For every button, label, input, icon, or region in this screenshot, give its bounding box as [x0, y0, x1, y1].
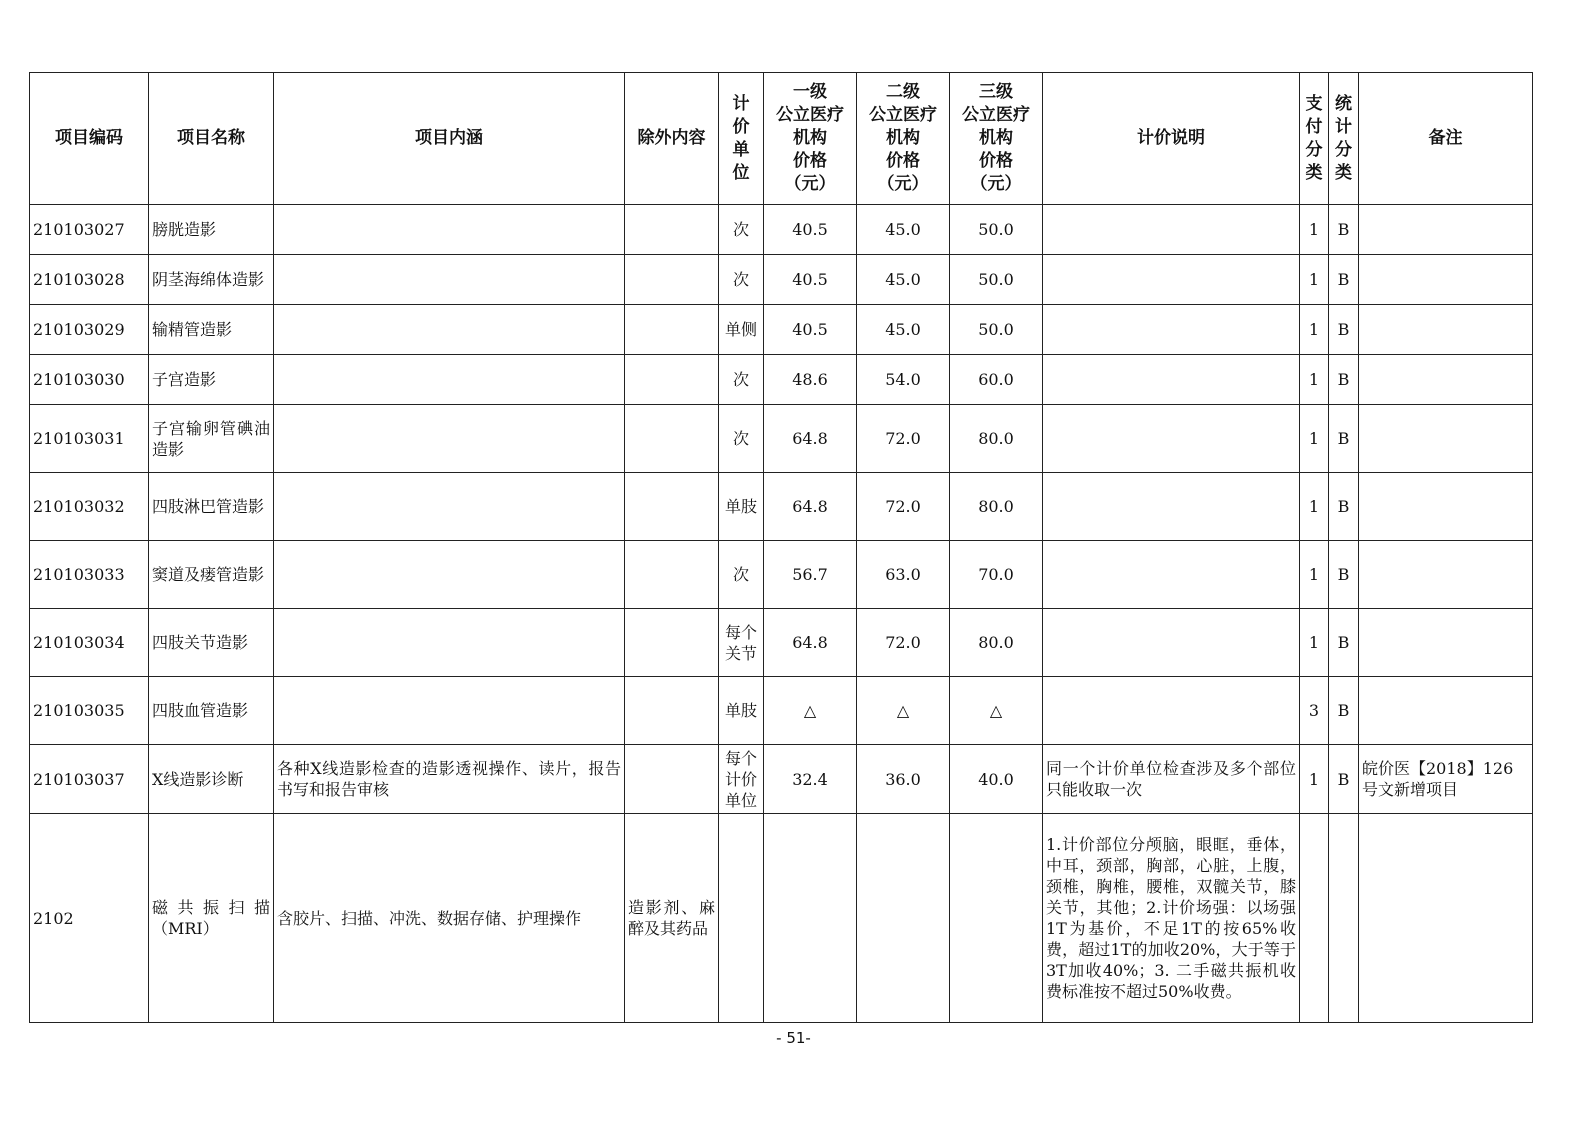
cell-unit: 每个计价单位: [719, 745, 764, 814]
header-price3-line: 价格: [979, 151, 1013, 171]
cell-code: 210103033: [30, 541, 149, 609]
cell-code: 210103028: [30, 255, 149, 305]
cell-stat: [1329, 814, 1359, 1023]
cell-stat: B: [1329, 205, 1359, 255]
page-number: - 51-: [776, 1029, 811, 1047]
cell-name: 膀胱造影: [149, 205, 274, 255]
cell-exclude: [625, 677, 719, 745]
cell-price-level1: 40.5: [764, 255, 857, 305]
cell-unit: 单侧: [719, 305, 764, 355]
table-row: [30, 473, 1533, 541]
cell-stat: B: [1329, 473, 1359, 541]
cell-pay: 1: [1300, 255, 1329, 305]
cell-unit: 单肢: [719, 677, 764, 745]
cell-price-level3: 80.0: [950, 473, 1043, 541]
cell-price-level2: 45.0: [857, 255, 950, 305]
cell-unit: [719, 814, 764, 1023]
header-price3-line: 公立医疗: [962, 105, 1030, 125]
cell-name: 四肢淋巴管造影: [149, 473, 274, 541]
cell-explain: [1043, 405, 1300, 473]
header-row: [30, 73, 1533, 205]
header-remark: 备注: [1359, 73, 1533, 205]
cell-remark: [1359, 305, 1533, 355]
cell-pay: 1: [1300, 541, 1329, 609]
cell-content: [274, 405, 625, 473]
cell-remark: [1359, 814, 1533, 1023]
cell-price-level3: 50.0: [950, 205, 1043, 255]
cell-content: 各种X线造影检查的造影透视操作、读片，报告书写和报告审核: [274, 745, 625, 814]
table-body: [30, 205, 1533, 1023]
cell-stat: B: [1329, 609, 1359, 677]
header-price3-line: 三级: [979, 82, 1013, 102]
cell-price-level1: [764, 814, 857, 1023]
cell-stat: B: [1329, 355, 1359, 405]
header-price1-line: 价格: [793, 151, 827, 171]
header-price1-line: 机构: [793, 128, 827, 148]
cell-name: 四肢关节造影: [149, 609, 274, 677]
cell-price-level2: 45.0: [857, 305, 950, 355]
table-row: [30, 609, 1533, 677]
cell-exclude: [625, 541, 719, 609]
pricing-table: [29, 72, 1533, 1023]
table-row: [30, 541, 1533, 609]
cell-code: 210103031: [30, 405, 149, 473]
cell-explain: [1043, 205, 1300, 255]
cell-price-level2: 72.0: [857, 473, 950, 541]
cell-pay: 1: [1300, 405, 1329, 473]
cell-price-level2: 72.0: [857, 405, 950, 473]
cell-explain: [1043, 541, 1300, 609]
header-unit: 计价单位: [719, 73, 764, 205]
cell-remark: [1359, 405, 1533, 473]
cell-price-level3: 80.0: [950, 405, 1043, 473]
table-row: [30, 305, 1533, 355]
cell-code: 2102: [30, 814, 149, 1023]
cell-stat: B: [1329, 255, 1359, 305]
cell-content: 含胶片、扫描、冲洗、数据存储、护理操作: [274, 814, 625, 1023]
cell-pay: 1: [1300, 745, 1329, 814]
cell-pay: 3: [1300, 677, 1329, 745]
header-price1-line: （元）: [784, 174, 836, 194]
table-row: [30, 355, 1533, 405]
cell-exclude: [625, 305, 719, 355]
cell-pay: 1: [1300, 205, 1329, 255]
cell-name: 窦道及瘘管造影: [149, 541, 274, 609]
cell-exclude: 造影剂、麻醉及其药品: [625, 814, 719, 1023]
cell-price-level1: 40.5: [764, 205, 857, 255]
cell-price-level1: 64.8: [764, 609, 857, 677]
header-price-level2: [857, 73, 950, 205]
cell-price-level2: [857, 814, 950, 1023]
cell-stat: B: [1329, 305, 1359, 355]
cell-price-level3: 50.0: [950, 255, 1043, 305]
header-price3-line: 机构: [979, 128, 1013, 148]
cell-explain: [1043, 677, 1300, 745]
cell-explain: 同一个计价单位检查涉及多个部位只能收取一次: [1043, 745, 1300, 814]
cell-pay: 1: [1300, 305, 1329, 355]
header-price-level1: [764, 73, 857, 205]
cell-stat: B: [1329, 541, 1359, 609]
cell-unit: 次: [719, 405, 764, 473]
cell-price-level2: △: [857, 677, 950, 745]
cell-price-level3: 70.0: [950, 541, 1043, 609]
cell-content: [274, 541, 625, 609]
cell-unit: 次: [719, 355, 764, 405]
cell-price-level1: 32.4: [764, 745, 857, 814]
cell-price-level2: 54.0: [857, 355, 950, 405]
header-price1-line: 一级: [793, 82, 827, 102]
cell-code: 210103037: [30, 745, 149, 814]
cell-remark: 皖价医【2018】126号文新增项目: [1359, 745, 1533, 814]
cell-pay: 1: [1300, 355, 1329, 405]
cell-price-level3: 50.0: [950, 305, 1043, 355]
cell-remark: [1359, 473, 1533, 541]
cell-pay: [1300, 814, 1329, 1023]
cell-explain: [1043, 355, 1300, 405]
header-code: 项目编码: [30, 73, 149, 205]
document-page: [29, 72, 1532, 1023]
cell-price-level2: 72.0: [857, 609, 950, 677]
cell-price-level1: 64.8: [764, 405, 857, 473]
cell-remark: [1359, 609, 1533, 677]
cell-content: [274, 677, 625, 745]
cell-explain: [1043, 255, 1300, 305]
header-stat: 统计分类: [1329, 73, 1359, 205]
header-name: 项目名称: [149, 73, 274, 205]
cell-code: 210103034: [30, 609, 149, 677]
table-row: [30, 745, 1533, 814]
cell-price-level1: 40.5: [764, 305, 857, 355]
cell-remark: [1359, 541, 1533, 609]
header-price2-line: 价格: [886, 151, 920, 171]
header-price1-line: 公立医疗: [776, 105, 844, 125]
cell-name: 子宫输卵管碘油造影: [149, 405, 274, 473]
cell-price-level1: 56.7: [764, 541, 857, 609]
cell-name: 磁共振扫描（MRI）: [149, 814, 274, 1023]
cell-price-level3: [950, 814, 1043, 1023]
cell-code: 210103030: [30, 355, 149, 405]
cell-content: [274, 255, 625, 305]
table-row: [30, 255, 1533, 305]
cell-unit: 次: [719, 541, 764, 609]
table-row: [30, 814, 1533, 1023]
cell-exclude: [625, 609, 719, 677]
cell-content: [274, 473, 625, 541]
table-row: [30, 405, 1533, 473]
cell-remark: [1359, 255, 1533, 305]
header-content: 项目内涵: [274, 73, 625, 205]
header-price2-line: 二级: [886, 82, 920, 102]
header-price2-line: 公立医疗: [869, 105, 937, 125]
cell-code: 210103027: [30, 205, 149, 255]
cell-price-level3: 80.0: [950, 609, 1043, 677]
cell-explain: [1043, 609, 1300, 677]
header-explain: 计价说明: [1043, 73, 1300, 205]
cell-name: X线造影诊断: [149, 745, 274, 814]
cell-price-level2: 45.0: [857, 205, 950, 255]
cell-unit: 次: [719, 255, 764, 305]
cell-content: [274, 609, 625, 677]
header-pay: 支付分类: [1300, 73, 1329, 205]
cell-pay: 1: [1300, 609, 1329, 677]
cell-explain: [1043, 305, 1300, 355]
cell-remark: [1359, 205, 1533, 255]
cell-code: 210103035: [30, 677, 149, 745]
cell-price-level2: 63.0: [857, 541, 950, 609]
cell-code: 210103029: [30, 305, 149, 355]
cell-content: [274, 305, 625, 355]
cell-name: 输精管造影: [149, 305, 274, 355]
cell-code: 210103032: [30, 473, 149, 541]
cell-price-level1: 64.8: [764, 473, 857, 541]
cell-price-level1: △: [764, 677, 857, 745]
cell-stat: B: [1329, 677, 1359, 745]
cell-exclude: [625, 473, 719, 541]
cell-price-level2: 36.0: [857, 745, 950, 814]
cell-stat: B: [1329, 405, 1359, 473]
cell-content: [274, 205, 625, 255]
cell-exclude: [625, 355, 719, 405]
cell-price-level3: 60.0: [950, 355, 1043, 405]
header-price2-line: 机构: [886, 128, 920, 148]
header-price3-line: （元）: [970, 174, 1022, 194]
cell-content: [274, 355, 625, 405]
cell-exclude: [625, 205, 719, 255]
cell-exclude: [625, 745, 719, 814]
cell-stat: B: [1329, 745, 1359, 814]
table-row: [30, 677, 1533, 745]
cell-exclude: [625, 405, 719, 473]
header-price2-line: （元）: [877, 174, 929, 194]
cell-exclude: [625, 255, 719, 305]
cell-name: 四肢血管造影: [149, 677, 274, 745]
cell-price-level3: 40.0: [950, 745, 1043, 814]
cell-price-level3: △: [950, 677, 1043, 745]
cell-name: 阴茎海绵体造影: [149, 255, 274, 305]
cell-price-level1: 48.6: [764, 355, 857, 405]
header-price-level3: [950, 73, 1043, 205]
header-exclude: 除外内容: [625, 73, 719, 205]
cell-name: 子宫造影: [149, 355, 274, 405]
cell-unit: 每个关节: [719, 609, 764, 677]
table-row: [30, 205, 1533, 255]
cell-remark: [1359, 355, 1533, 405]
cell-pay: 1: [1300, 473, 1329, 541]
cell-unit: 次: [719, 205, 764, 255]
cell-remark: [1359, 677, 1533, 745]
cell-unit: 单肢: [719, 473, 764, 541]
cell-explain: [1043, 473, 1300, 541]
cell-explain: 1.计价部位分颅脑，眼眶，垂体，中耳，颈部，胸部，心脏，上腹，颈椎，胸椎，腰椎，双髋关节，膝关节，其他；2.计价场强：以场强1T为基价，不足1T的按65%收费，超过1T的加收20%，大于等于3T加收40%；3. 二手磁共振机收费标准按不超过50%收费。: [1043, 814, 1300, 1023]
